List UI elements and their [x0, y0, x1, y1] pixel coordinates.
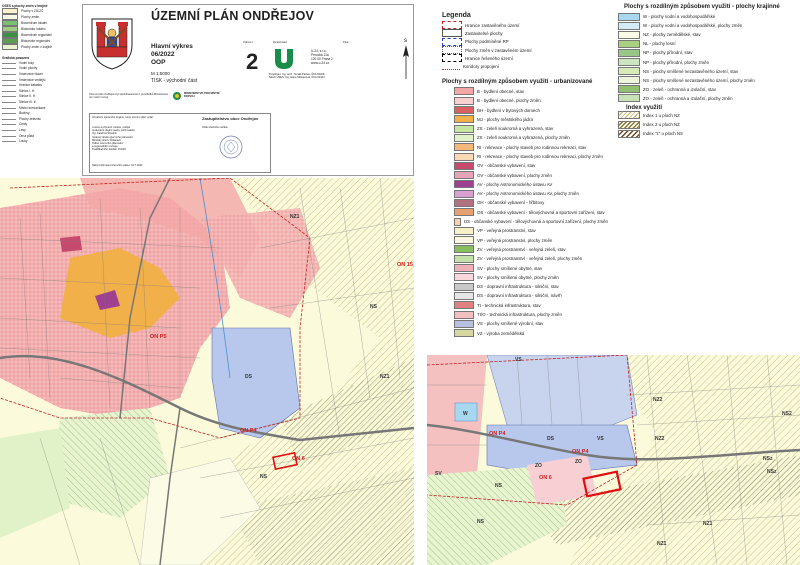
legend-urban-swatch	[454, 329, 474, 337]
designer-label: Zpracovatel:	[273, 41, 288, 44]
legend-urban-item	[454, 254, 608, 263]
right-legend-label: NS - plochy smíšené nezastavěného území, plochy změn	[643, 77, 755, 83]
right-legend-swatch	[618, 67, 640, 75]
legend-basic-label: Zastavitelné plochy	[465, 30, 503, 36]
inset-label-vs-2: VS	[597, 436, 604, 442]
stamp-body-line: Městský úřad v Říčanech	[92, 138, 122, 142]
legend-basic-label: Plochy změn v zastavěném území	[465, 47, 532, 53]
title-block	[82, 4, 414, 176]
inset-label-ns-1: NS	[495, 483, 502, 489]
legend-urban-item	[454, 319, 608, 328]
legend-basic-item	[442, 38, 608, 46]
legend-urban-item	[454, 152, 608, 161]
inset-label-nsz-1: NSz	[763, 456, 773, 462]
legend-urban-label: OH - občanské vybavení - hřbitovy	[477, 200, 545, 206]
right-legend-item	[618, 39, 798, 48]
index-swatch	[618, 111, 640, 119]
inset-label-vs-1: VS	[515, 357, 522, 363]
stamp-body-line: a regionálního rozvoje	[92, 145, 118, 149]
legend-urban-item	[454, 273, 608, 282]
legend-urban-swatch	[454, 171, 474, 179]
legend-urban-label: MJ - plochy městského jádra	[477, 116, 533, 122]
left-legend-section2-title: Grafická posazení	[2, 56, 30, 60]
left-legend-label: Biocentrum lokální	[21, 21, 48, 25]
legend-title: Legenda	[442, 12, 471, 19]
stamp-header-right: Zastupitelstvo obce Ondřejov	[202, 116, 259, 121]
legend-urban-label: OS - občanské vybavení - tělovýchovná a sportovní zařízení, stav	[477, 209, 605, 215]
left-legend-swatch2	[2, 79, 16, 81]
legend-basic-label: Hranice zastavěného území	[465, 22, 520, 28]
inset-industrial-north	[487, 355, 637, 435]
stamp-body-line: oprávněné úřední osoby pořizovatele:	[92, 129, 136, 133]
index-swatch	[618, 121, 640, 129]
legend-urban-item	[454, 170, 608, 179]
legend-urban-label: VP - veřejná prostranství, plochy změn	[477, 237, 553, 243]
legend-urban-item	[454, 282, 608, 291]
index-item	[618, 111, 798, 120]
drawing-name: Hlavní výkres	[151, 43, 193, 50]
left-legend-label2: Silnice I. tř.	[19, 88, 35, 93]
designer-people: Projektant: Ing. arch. Tomáš Pavlas, ČKA 03328 Návrh ÚSES: Ing. Hana Skokanová, ČKA 04444	[269, 73, 325, 80]
inset-label-nz2-a: NZ2	[653, 397, 663, 403]
drawing-scale: M 1:5000	[151, 71, 170, 76]
designer-name: U-24, s.r.o.	[311, 49, 327, 53]
inset-label-onp4: ON P4	[489, 431, 506, 437]
legend-urban-item	[454, 105, 608, 114]
left-legend-item	[2, 44, 72, 50]
left-legend-label: Biokoridor regionální	[21, 39, 51, 43]
legend-urban-item	[454, 291, 608, 300]
left-legend-label2: Lesy	[19, 127, 26, 132]
legend-urban-label: B - bydlení obecné, stav	[477, 88, 525, 94]
legend-urban-swatch	[454, 153, 474, 161]
official-seal-icon	[218, 134, 244, 160]
left-legend-label: Plochy změn	[21, 15, 40, 19]
left-legend-label2: Cesty	[19, 122, 28, 127]
legend-urban-swatch	[454, 236, 474, 244]
inset-label-ns-2: NS	[477, 519, 484, 525]
left-legend-swatch2	[2, 129, 16, 131]
mmr-logo-icon	[171, 91, 183, 101]
left-legend-label2: Silnice II. tř.	[19, 94, 36, 99]
right-legend-items	[618, 12, 798, 103]
legend-urban-label: SV - plochy smíšené obytné, plochy změn	[477, 274, 559, 280]
effective-date: Nabytí účinnosti územního plánu: 19.7.2022	[92, 164, 143, 167]
stamp-body-line: Odbor územního plánování	[92, 142, 124, 146]
legend-urban-item	[454, 301, 608, 310]
legend-basic-item	[442, 54, 608, 62]
left-legend-swatch2	[2, 123, 16, 125]
legend-urban-item	[454, 96, 608, 105]
left-legend-swatch2	[2, 67, 16, 69]
left-legend-label2: Budovy	[19, 111, 30, 116]
left-legend-title: OSES a plochy změn v krajině	[2, 4, 48, 8]
approval-text: Územní plán Ondřejov byl spolufinancován z prostředků Ministerstva pro místní rozvoj	[89, 93, 168, 100]
legend-urban-swatch	[454, 180, 474, 188]
legend-basic-item	[442, 21, 608, 29]
legend-basic-items	[442, 21, 608, 71]
legend-urban-swatch	[454, 199, 474, 207]
legend-urban-item	[454, 226, 608, 235]
legend-urban-item	[454, 161, 608, 170]
right-legend-label: W - plochy vodní a vodohospodářské, plochy změn	[643, 23, 743, 29]
right-legend-item	[618, 57, 798, 66]
legend-urban-swatch	[454, 87, 474, 95]
urban-title: Plochy s rozdílným způsobem využití - urbanizované	[442, 78, 593, 85]
legend-urban-item	[454, 87, 608, 96]
north-arrow-icon	[401, 35, 411, 80]
stamp-header-left: Označení správního orgánu, který územní plán vydal:	[92, 116, 154, 119]
map-label-nz1-b: NZ1	[380, 374, 390, 380]
legend-urban-swatch	[454, 143, 474, 151]
parts-label: Paré:	[343, 41, 350, 44]
sheet-label: Výkres č.	[243, 41, 254, 44]
left-legend-items2	[2, 60, 72, 144]
legend-basic-swatch	[442, 54, 462, 62]
legend-basic-swatch	[442, 29, 462, 37]
designer-address-line: 120 00 Praha 2	[311, 57, 333, 61]
left-legend-label: Plochy v ZÚ/ZČ	[21, 9, 44, 13]
inset-label-w: W	[463, 411, 468, 417]
legend-basic-item	[442, 46, 608, 54]
right-legend-item	[618, 30, 798, 39]
inset-label-nz1: NZ1	[703, 521, 713, 527]
map-label-onp5: ON P5	[150, 334, 167, 340]
legend-basic-label: Hranice řešeného území	[465, 55, 513, 61]
left-legend-swatch	[2, 44, 18, 50]
legend-urban-swatch	[454, 208, 474, 216]
legend-urban-swatch	[454, 106, 474, 114]
right-legend-item	[618, 76, 798, 85]
designer-address-line: www.u-24.cz	[311, 61, 330, 65]
legend-basic-label: Plochy podmíněné RP	[465, 39, 509, 45]
legend-basic-swatch	[442, 21, 462, 29]
right-legend-label: NZ - plochy zemědělské, stav	[643, 32, 701, 38]
right-legend-label: NL - plochy lesní	[643, 41, 676, 47]
inset-label-onp4-b: ON P4	[572, 449, 589, 455]
left-legend-swatch2	[2, 140, 16, 142]
svg-text:s: s	[404, 38, 407, 44]
legend-urban-swatch	[454, 134, 474, 142]
left-legend-label2: Plochy železnic	[19, 116, 41, 121]
right-legend-label: NS - plochy smíšené nezastavěného území, stav	[643, 68, 739, 74]
drawing-stage: OOP	[151, 59, 166, 66]
right-legend-item	[618, 48, 798, 57]
legend-urban-label: ZV - veřejná prostranství - veřejná zeleň, plochy změn	[477, 256, 583, 262]
left-legend-swatch2	[2, 84, 16, 86]
right-legend-swatch	[618, 49, 640, 57]
right-legend-label: NP - plochy přírodní, stav	[643, 50, 693, 56]
legend-urban-swatch	[454, 255, 474, 263]
legend-urban-label: SV - plochy smíšené obytné, stav	[477, 265, 543, 271]
legend-basic-item	[442, 62, 608, 70]
legend-urban-label: DS - dopravní infrastruktura - silniční, stav	[477, 284, 559, 290]
legend-urban-label: OV - občanské vybavení, plochy změn	[477, 172, 552, 178]
legend-urban-item	[454, 133, 608, 142]
right-legend-label: ZO - zeleň - ochranná a izolační, stav	[643, 86, 716, 92]
left-legend-swatch2	[2, 112, 16, 114]
legend-urban-swatch	[454, 320, 474, 328]
legend-urban-item	[454, 124, 608, 133]
legend-urban-label: ZS - zeleň soukromá a vyhrazená, plochy změn	[477, 135, 570, 141]
right-legend-swatch	[618, 58, 640, 66]
drawing-date: 06/2022	[151, 51, 175, 58]
legend-urban-item	[454, 208, 608, 217]
left-legend-swatch2	[2, 73, 16, 75]
left-legend-label2: Silnice III. tř.	[19, 99, 37, 104]
left-legend-swatch2	[2, 90, 16, 92]
legend-urban-label: ZV - veřejná prostranství - veřejná zeleň, stav	[477, 246, 566, 252]
inset-label-nz2-b: NZ2	[655, 436, 665, 442]
legend-urban-swatch	[454, 227, 474, 235]
legend-urban-label: AV - plochy Astronomického ústavu AV, plochy změn	[477, 191, 579, 197]
left-legend-label2: Místní komunikace	[19, 105, 46, 110]
left-legend-panel	[2, 4, 72, 174]
legend-basic-item	[442, 29, 608, 37]
map-label-nz1-a: NZ1	[290, 214, 300, 220]
designer-address	[311, 53, 333, 65]
stamp-body-line: Kvalifikačního doklad: 161/03	[92, 148, 126, 152]
legend-urban-label: DS - dopravní infrastruktura - silniční, návrh	[477, 293, 562, 299]
legend-basic-label: Koridory propojení	[463, 64, 499, 70]
left-legend-label: Plochy změn v krajině	[21, 45, 53, 49]
stamp-seal-label: Otisk úředního razítka:	[202, 126, 229, 129]
index-swatch	[618, 130, 640, 138]
right-legend-swatch	[618, 76, 640, 84]
legend-urban-label: BH - bydlení v bytových domech	[477, 107, 540, 113]
stamp-body	[92, 126, 192, 152]
legend-urban-item	[454, 329, 608, 338]
legend-urban-label: OV - občanské vybavení, stav	[477, 163, 536, 169]
left-legend-label2: Vodní plochy	[19, 66, 38, 71]
drawing-print: TISK - východní část	[151, 78, 198, 84]
legend-urban-label: AV - plochy Astronomického ústavu AV	[477, 181, 553, 187]
stamp-body-line: Jméno a příjmení, funkce, podpis	[92, 126, 131, 129]
stamp-body-line: Vedoucí úřadu územního plánování	[92, 135, 133, 139]
right-legend-item	[618, 94, 798, 103]
inset-label-zo-2: ZO	[575, 459, 582, 465]
legend-urban-item	[454, 198, 608, 207]
index-label: Index 2 u ploch NZ	[643, 122, 680, 128]
index-title: Index využití	[626, 104, 663, 111]
map-label-ns-south: NS	[260, 474, 267, 480]
legend-urban-swatch	[454, 292, 474, 300]
legend-urban-swatch	[454, 245, 474, 253]
left-legend-swatch2	[2, 62, 16, 64]
legend-urban-label: ZS - zeleň soukromá a vyhrazená, stav	[477, 126, 554, 132]
right-legend-item	[618, 67, 798, 76]
index-item	[618, 120, 798, 129]
sheet-number: 2	[246, 49, 259, 74]
right-legend-item	[618, 12, 798, 21]
inset-label-ns2: NS2	[782, 411, 792, 417]
legend-urban-label: VS - plochy smíšené výrobní, stav	[477, 321, 544, 327]
right-legend-item	[618, 21, 798, 30]
right-legend-item	[618, 85, 798, 94]
left-legend-swatch2	[2, 135, 16, 137]
legend-urban-swatch	[454, 273, 474, 281]
inset-label-sv: SV	[435, 471, 442, 477]
left-legend-label2: Vodní toky	[19, 60, 34, 65]
legend-panel	[428, 4, 608, 354]
ondrejov-coat-of-arms-icon	[89, 15, 135, 71]
left-legend-item2	[2, 138, 72, 144]
legend-urban-label: VP - veřejná prostranství, stav	[477, 228, 536, 234]
right-legend-swatch	[618, 94, 640, 102]
legend-urban-item	[454, 115, 608, 124]
designer-address-line: Perucká 11a	[311, 53, 329, 57]
legend-urban-label: B - bydlení obecné, plochy změn	[477, 98, 541, 104]
map-label-onp4: ON P4	[240, 428, 257, 434]
right-legend-swatch	[618, 40, 640, 48]
legend-urban-item	[454, 245, 608, 254]
inset-map[interactable]	[427, 355, 800, 565]
left-legend-label2: Louky	[19, 139, 28, 144]
legend-urban-item	[454, 189, 608, 198]
legend-urban-item	[454, 310, 608, 319]
inset-label-nsz-2: NSz	[767, 469, 777, 475]
legend-basic-swatch	[442, 63, 460, 70]
right-legend-panel	[612, 4, 798, 154]
legend-urban-swatch	[454, 190, 474, 198]
stamp-body-line: Ing. Kateřina Šťastná	[92, 132, 117, 136]
main-map[interactable]	[0, 178, 414, 565]
inset-label-zo: ZO	[535, 463, 542, 469]
legend-urban-label: RI - rekreace - plochy staveb pro rodinnou rekreaci, stav	[477, 144, 587, 150]
map-label-ds: DS	[245, 374, 252, 380]
mmr-text: MINISTERSTVO PRO MÍSTNÍ ROZVOJ	[184, 92, 220, 99]
inset-label-nz1-b: NZ1	[657, 541, 667, 547]
right-legend-label: ZO - zeleň - ochranná a izolační, plochy změn	[643, 95, 733, 101]
urban-items	[454, 87, 608, 338]
left-legend-swatch2	[2, 118, 16, 120]
legend-urban-swatch	[454, 125, 474, 133]
right-legend-swatch	[618, 31, 640, 39]
legend-urban-item	[454, 143, 608, 152]
inset-label-on6: ON 6	[539, 475, 552, 481]
index-item	[618, 129, 798, 138]
legend-urban-swatch	[454, 218, 461, 226]
index-items	[618, 111, 798, 138]
right-legend-label: NP - plochy přírodní, plochy změn	[643, 59, 710, 65]
legend-urban-label: TI - technická infrastruktura, stav	[477, 302, 541, 308]
legend-urban-swatch	[454, 264, 474, 272]
inset-label-ds: DS	[547, 436, 554, 442]
left-legend-label2: Vrstevnice hlavní	[19, 71, 44, 76]
legend-urban-item	[454, 236, 608, 245]
approval-stamp-box	[89, 113, 271, 173]
legend-urban-swatch	[454, 311, 474, 319]
right-legend-title: Plochy s rozdílným způsobem využití - plochy krajinné	[624, 4, 780, 10]
map-label-on6: ON 6	[292, 456, 305, 462]
legend-urban-item	[454, 217, 608, 226]
left-legend-swatch2	[2, 95, 16, 97]
legend-basic-swatch	[442, 38, 462, 46]
left-legend-label2: Orná půda	[19, 133, 35, 138]
map-title: ÚZEMNÍ PLÁN ONDŘEJOV	[151, 9, 315, 23]
civic-amenities	[60, 236, 82, 252]
legend-urban-item	[454, 263, 608, 272]
legend-urban-swatch	[454, 97, 474, 105]
left-legend-label: Biokoridor lokální	[21, 27, 46, 31]
legend-urban-swatch	[454, 162, 474, 170]
legend-urban-swatch	[454, 115, 474, 123]
map-label-ns: NS	[370, 304, 377, 310]
left-legend-label2: Hranice katastru	[19, 83, 43, 88]
legend-urban-label: RI - rekreace - plochy staveb pro rodinnou rekreaci, plochy změn	[477, 154, 603, 159]
left-legend-swatch2	[2, 107, 16, 109]
right-legend-swatch	[618, 13, 640, 21]
legend-urban-label: VZ - výroba zemědělská	[477, 330, 525, 336]
map-label-on15: ON 15	[397, 262, 413, 268]
index-label: Index "z" u ploch NS	[643, 131, 683, 137]
right-legend-label: W - plochy vodní a vodohospodářské	[643, 14, 716, 20]
legend-urban-swatch	[454, 283, 474, 291]
legend-urban-swatch	[454, 301, 474, 309]
right-legend-swatch	[618, 22, 640, 30]
left-legend-items	[2, 8, 72, 50]
right-legend-swatch	[618, 85, 640, 93]
legend-urban-label: TI/O - technická infrastruktura, plochy změn	[477, 312, 562, 318]
left-legend-swatch2	[2, 101, 16, 103]
legend-basic-swatch	[442, 46, 462, 54]
u24-logo-icon	[273, 47, 295, 71]
legend-urban-label: OS - občanské vybavení - tělovýchovná a sportovní zařízení, plochy změn	[463, 219, 608, 225]
legend-urban-item	[454, 180, 608, 189]
left-legend-label: Biocentrum regionální	[21, 33, 53, 37]
index-label: Index 1 u ploch NZ	[643, 112, 680, 118]
left-legend-label2: Vrstevnice vedlejší	[19, 77, 46, 82]
